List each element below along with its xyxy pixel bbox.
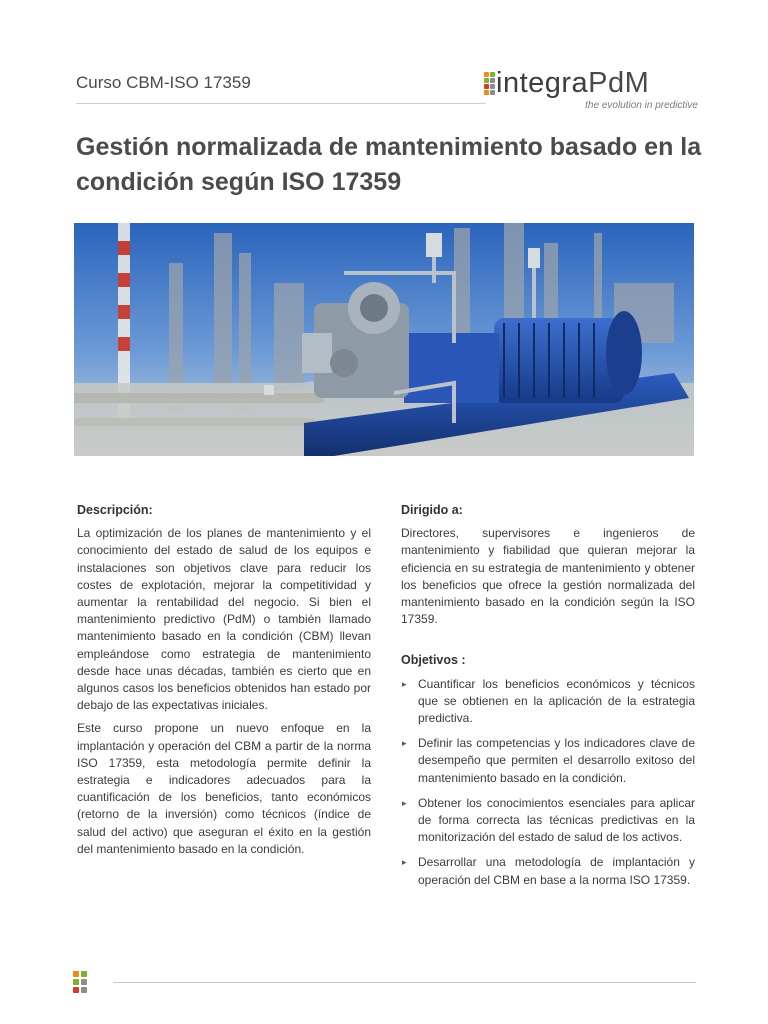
footer-divider xyxy=(113,982,696,983)
objective-text: Obtener los conocimientos esenciales para aplicar de forma correcta las técnicas predictivas en la monitorización del estado de salud de los activos. xyxy=(418,795,695,845)
logo-wordmark xyxy=(496,67,649,99)
course-label: Curso CBM-ISO 17359 xyxy=(76,73,251,92)
bullet-triangle-icon: ▸ xyxy=(402,797,407,808)
bullet-triangle-icon: ▸ xyxy=(402,678,407,689)
bullet-triangle-icon: ▸ xyxy=(402,857,407,868)
objective-text: Cuantificar los beneficios económicos y técnicos que se obtienen en la aplicación de la estrategia predictiva. xyxy=(418,676,695,726)
audience-heading: Dirigido a: xyxy=(401,503,463,517)
bullet-triangle-icon: ▸ xyxy=(402,738,407,749)
header-divider xyxy=(76,103,486,104)
page-title: Gestión normalizada de mantenimiento basado en la condición según ISO 17359 xyxy=(76,133,702,196)
objective-item xyxy=(401,795,695,847)
description-heading: Descripción: xyxy=(77,503,153,517)
audience-objectives-column xyxy=(401,502,695,897)
logo-word-accent: PdM xyxy=(588,67,650,99)
objective-item xyxy=(401,676,695,728)
objective-text: Desarrollar una metodología de implantación y operación del CBM en base a la norma ISO 17359. xyxy=(418,855,695,887)
logo-tagline: the evolution in predictive xyxy=(585,100,698,111)
logo-word-main: integra xyxy=(496,67,589,99)
objective-text: Definir las competencias y los indicadores clave de desempeño que permiten el desarrollo exitoso del mantenimiento basado en la condición. xyxy=(418,736,695,785)
objectives-heading: Objetivos : xyxy=(401,653,466,668)
objectives-list xyxy=(401,676,695,889)
description-column xyxy=(77,502,371,864)
integrapdm-logo xyxy=(482,68,700,112)
objective-item xyxy=(401,735,695,787)
objective-item xyxy=(401,854,695,888)
page-header xyxy=(76,60,700,110)
description-paragraph-1: La optimización de los planes de mantenimiento y el conocimiento del estado de salud de los equipos e instalaciones son objetivos clave para reducir los costes de explotación, mejorar la competitividad y aumentar la rentabilidad del negocio. Si bien el mantenimiento predictivo (PdM) o también llamado mantenimiento basado en la condición (CBM) llevan empleándose como estrategia de mantenimiento desde hace unas décadas, también es cierto que en algunos casos los beneficios obtenidos han estado por debajo de las expectativas iniciales. xyxy=(77,526,371,713)
hero-image-industrial-pump xyxy=(74,223,694,456)
footer-logo-squares-icon xyxy=(73,971,91,996)
audience-text: Directores, supervisores e ingenieros de mantenimiento y fiabilidad que quieran mejorar la eficiencia en su estrategia de mantenimiento y obtener los beneficios que ofrece la gestión normalizada del mantenimiento basado en la condición según la ISO 17359. xyxy=(401,526,695,627)
description-paragraph-2: Este curso propone un nuevo enfoque en la implantación y operación del CBM a partir de la norma ISO 17359, esta metodología permite definir la estrategia e indicadores adecuados para la cuantificación de los beneficios, tanto económicos (retorno de la inversión) como técnicos (índice de salud del activo) que aseguran el éxito en la gestión del mantenimiento basado en la condición. xyxy=(77,721,371,856)
